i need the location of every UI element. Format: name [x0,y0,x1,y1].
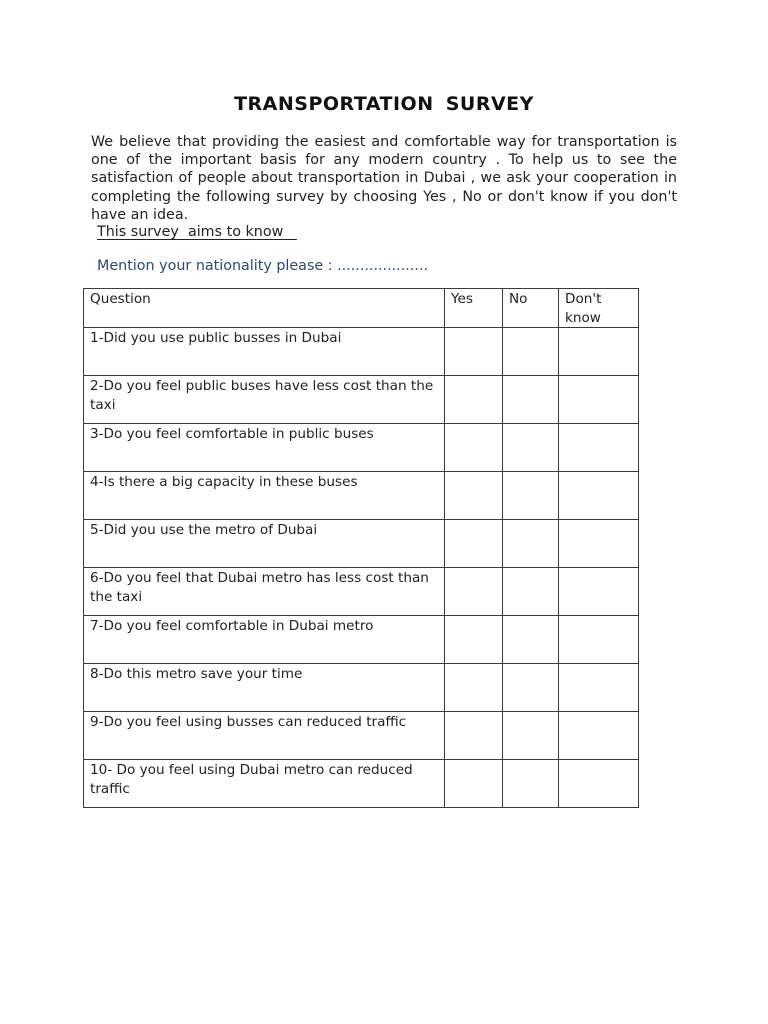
answer-yes-cell[interactable] [445,568,503,616]
question-text: 5-Did you use the metro of Dubai [84,520,445,568]
question-text: 2-Do you feel public buses have less cost than the taxi [84,376,445,424]
answer-no-cell[interactable] [503,472,559,520]
answer-no-cell[interactable] [503,424,559,472]
answer-dont-know-cell[interactable] [559,712,639,760]
table-row [84,760,639,808]
table-row [84,568,639,616]
answer-yes-cell[interactable] [445,664,503,712]
answer-dont-know-cell[interactable] [559,760,639,808]
answer-no-cell[interactable] [503,616,559,664]
question-text: 4-Is there a big capacity in these buses [84,472,445,520]
question-text: 10- Do you feel using Dubai metro can reduced traffic [84,760,445,808]
table-row [84,664,639,712]
table-row [84,328,639,376]
table-row [84,520,639,568]
answer-no-cell[interactable] [503,376,559,424]
header-dont-know: Don't know [559,289,639,328]
nationality-prompt: Mention your nationality please : .................... [97,258,428,274]
question-text: 6-Do you feel that Dubai metro has less cost than the taxi [84,568,445,616]
answer-yes-cell[interactable] [445,760,503,808]
answer-dont-know-cell[interactable] [559,472,639,520]
answer-no-cell[interactable] [503,760,559,808]
table-header-row [84,289,639,328]
answer-yes-cell[interactable] [445,424,503,472]
header-question: Question [84,289,445,328]
question-text: 1-Did you use public busses in Dubai [84,328,445,376]
question-text: 3-Do you feel comfortable in public buses [84,424,445,472]
table-row [84,472,639,520]
answer-no-cell[interactable] [503,568,559,616]
answer-yes-cell[interactable] [445,376,503,424]
header-no: No [503,289,559,328]
answer-no-cell[interactable] [503,712,559,760]
question-text: 7-Do you feel comfortable in Dubai metro [84,616,445,664]
question-text: 9-Do you feel using busses can reduced traffic [84,712,445,760]
answer-dont-know-cell[interactable] [559,424,639,472]
answer-yes-cell[interactable] [445,472,503,520]
table-row [84,616,639,664]
answer-yes-cell[interactable] [445,712,503,760]
answer-yes-cell[interactable] [445,616,503,664]
answer-dont-know-cell[interactable] [559,664,639,712]
answer-no-cell[interactable] [503,328,559,376]
survey-introduction: We believe that providing the easiest and comfortable way for transportation is one of the important basis for any modern country . To help us to see the satisfaction of people about transportation in Dubai , we ask your cooperation in completing the following survey by choosing Yes , No or don't know if you don't have an idea. [91,134,677,223]
answer-yes-cell[interactable] [445,520,503,568]
header-yes: Yes [445,289,503,328]
answer-dont-know-cell[interactable] [559,616,639,664]
answer-no-cell[interactable] [503,520,559,568]
table-row [84,712,639,760]
survey-table [83,288,639,808]
answer-yes-cell[interactable] [445,328,503,376]
answer-dont-know-cell[interactable] [559,520,639,568]
survey-aims-label: This survey aims to know [97,224,297,240]
page-title: TRANSPORTATION SURVEY [234,93,534,115]
answer-dont-know-cell[interactable] [559,376,639,424]
answer-dont-know-cell[interactable] [559,328,639,376]
answer-no-cell[interactable] [503,664,559,712]
table-row [84,376,639,424]
table-row [84,424,639,472]
answer-dont-know-cell[interactable] [559,568,639,616]
question-text: 8-Do this metro save your time [84,664,445,712]
